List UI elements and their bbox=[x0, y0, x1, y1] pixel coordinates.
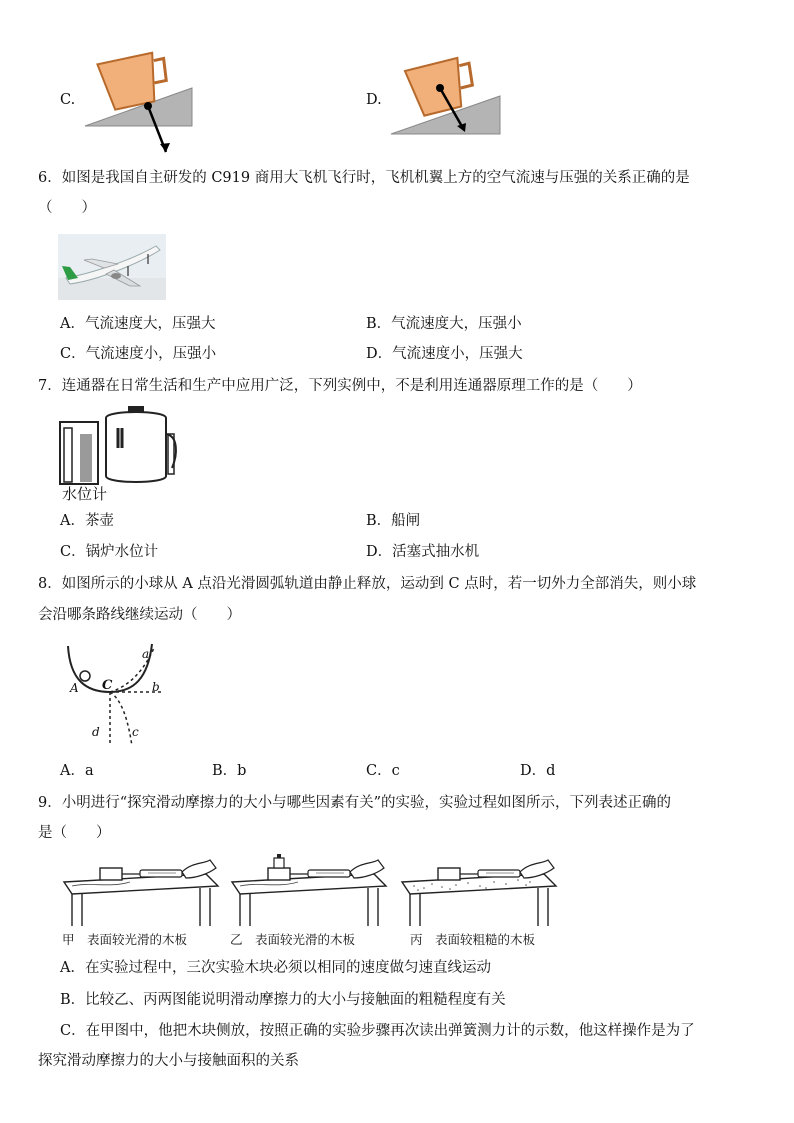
q8-stem-line2: 会沿哪条路线继续运动（ ） bbox=[38, 607, 241, 623]
q5-option-c-label: C. bbox=[60, 92, 76, 108]
q7-water-level-gauge-figure bbox=[56, 404, 186, 488]
q9-figure-yi bbox=[228, 852, 390, 928]
q5-figure-c bbox=[80, 48, 200, 133]
q6-option-b: B．气流速度大，压强小 bbox=[366, 316, 522, 332]
q8-option-c: C．c bbox=[366, 763, 400, 779]
q9-caption-bing: 丙 表面较粗糙的木板 bbox=[410, 932, 536, 947]
q9-figure-jia bbox=[60, 856, 222, 928]
q8-stem-line1: 8．如图所示的小球从 A 点沿光滑圆弧轨道由静止释放，运动到 C 点时，若一切外力全部消失，则小球 bbox=[38, 576, 697, 592]
q5-figure-d bbox=[388, 52, 503, 137]
q7-option-a: A．茶壶 bbox=[60, 513, 114, 529]
q6-option-c: C．气流速度小，压强小 bbox=[60, 346, 217, 362]
q9-stem-line2: 是（ ） bbox=[38, 825, 111, 841]
q8-option-b: B．b bbox=[212, 763, 247, 779]
q8-fig-label-C: C bbox=[102, 678, 113, 693]
q8-fig-label-d: d bbox=[92, 725, 100, 739]
q9-option-c-line2: 探究滑动摩擦力的大小与接触面积的关系 bbox=[38, 1053, 299, 1069]
q7-option-d: D．活塞式抽水机 bbox=[366, 544, 480, 560]
q6-option-d: D．气流速度小，压强大 bbox=[366, 346, 523, 362]
q9-option-b: B．比较乙、丙两图能说明滑动摩擦力的大小与接触面的粗糙程度有关 bbox=[60, 992, 506, 1008]
q8-fig-label-a: a bbox=[142, 647, 150, 661]
q8-fig-label-c: c bbox=[132, 725, 139, 739]
q5-option-d-label: D. bbox=[366, 92, 382, 108]
q8-fig-label-A: A bbox=[70, 681, 79, 695]
q9-caption-jia: 甲 表面较光滑的木板 bbox=[62, 932, 188, 947]
q6-stem-line1: 6．如图是我国自主研发的 C919 商用大飞机飞行时，飞机机翼上方的空气流速与压强的关系正确的是 bbox=[38, 170, 690, 186]
q6-stem-line2: （ ） bbox=[38, 200, 96, 216]
q9-figure-bing bbox=[398, 856, 560, 928]
q8-fig-label-b: b bbox=[152, 680, 160, 694]
q7-figure-label: 水位计 bbox=[62, 485, 108, 503]
q6-option-a: A．气流速度大，压强大 bbox=[60, 316, 216, 332]
q9-stem-line1: 9．小明进行“探究滑动摩擦力的大小与哪些因素有关”的实验，实验过程如图所示，下列表述正确的 bbox=[38, 795, 672, 811]
q7-stem: 7．连通器在日常生活和生产中应用广泛，下列实例中，不是利用连通器原理工作的是（ ） bbox=[38, 378, 642, 394]
q6-c919-airplane-photo bbox=[58, 234, 166, 300]
q7-option-c: C．锅炉水位计 bbox=[60, 544, 159, 560]
q9-caption-yi: 乙 表面较光滑的木板 bbox=[230, 932, 356, 947]
q8-option-a: A．a bbox=[60, 763, 94, 779]
q7-option-b: B．船闸 bbox=[366, 513, 421, 529]
q8-option-d: D．d bbox=[520, 763, 556, 779]
q9-option-c-line1: C．在甲图中，他把木块侧放，按照正确的实验步骤再次读出弹簧测力计的示数，他这样操作是为了 bbox=[60, 1023, 695, 1039]
q9-option-a: A．在实验过程中，三次实验木块必须以相同的速度做匀速直线运动 bbox=[60, 960, 491, 976]
